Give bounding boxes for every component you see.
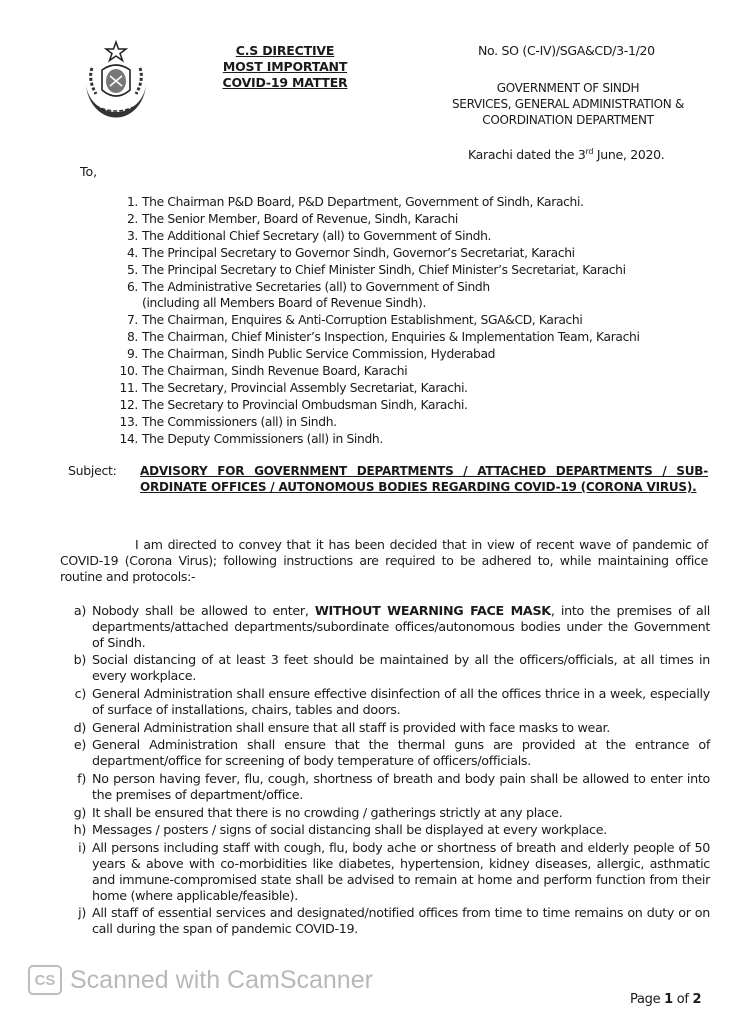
government-seal-icon <box>78 40 154 122</box>
government-line-2: SERVICES, GENERAL ADMINISTRATION & <box>451 97 685 111</box>
camscanner-logo-icon: CS <box>28 965 62 995</box>
emphasis-text: WITHOUT WEARNING FACE MASK <box>314 603 551 618</box>
reference-number: No. SO (C-IV)/SGA&CD/3-1/20 <box>478 43 655 58</box>
recipient-item: 14. The Deputy Commissioners (all) in Sindh. <box>119 431 383 446</box>
instruction-item: a) Nobody shall be allowed to enter, WITHOUT WEARNING FACE MASK, into the premises of all departments/attached departments/subordinate offices/autonomous bodies under the Government of Sindh. <box>73 603 710 650</box>
recipient-item: 9. The Chairman, Sindh Public Service Commission, Hyderabad <box>126 347 496 362</box>
directive-line-1: C.S DIRECTIVE <box>235 43 335 58</box>
recipient-item-continuation: (including all Members Board of Revenue Sindh). <box>142 296 427 311</box>
instruction-item: b) Social distancing of at least 3 feet should be maintained by all the officers/officials, at all times in every workplace. <box>73 652 710 684</box>
recipient-item: 4. The Principal Secretary to Governor Sindh, Governor’s Secretariat, Karachi <box>126 245 575 260</box>
date-suffix: June, 2020. <box>593 147 665 163</box>
recipient-list <box>116 194 716 448</box>
directive-line-2: MOST IMPORTANT <box>222 59 348 74</box>
date-prefix: Karachi dated the 3 <box>468 147 586 163</box>
recipient-item: 5. The Principal Secretary to Chief Minister Sindh, Chief Minister’s Secretariat, Karachi <box>126 262 626 277</box>
government-line-3: COORDINATION DEPARTMENT <box>482 113 654 127</box>
date-line <box>468 147 664 162</box>
instruction-list <box>60 603 710 939</box>
directive-line-3: COVID-19 MATTER <box>222 75 348 90</box>
to-label: To, <box>80 164 98 179</box>
recipient-item: 6. The Administrative Secretaries (all) to Government of Sindh <box>126 279 490 294</box>
page-number: Page 1 of 2 <box>630 992 702 1007</box>
recipient-item: 3. The Additional Chief Secretary (all) to Government of Sindh. <box>126 228 492 243</box>
instruction-item: d) General Administration shall ensure that all staff is provided with face masks to wear. <box>73 719 611 735</box>
department-heading <box>438 80 698 128</box>
instruction-item: e) General Administration shall ensure that the thermal guns are provided at the entrance of department/office for screening of body temperature of officers/officials. <box>73 737 710 769</box>
recipient-item: 10. The Chairman, Sindh Revenue Board, Karachi <box>119 364 408 379</box>
recipient-item: 2. The Senior Member, Board of Revenue, Sindh, Karachi <box>126 211 458 226</box>
watermark-text: Scanned with CamScanner <box>70 965 373 994</box>
instruction-item: c) General Administration shall ensure effective disinfection of all the offices thrice in a week, especially of surface of installations, chairs, tables and doors. <box>74 685 710 717</box>
instruction-item: h) Messages / posters / signs of social distancing shall be displayed at every workplace. <box>73 822 607 838</box>
date-ordinal: rd <box>585 147 594 156</box>
recipient-item: 8. The Chairman, Chief Minister’s Inspection, Enquiries & Implementation Team, Karachi <box>126 330 640 345</box>
recipient-item: 11. The Secretary, Provincial Assembly Secretariat, Karachi. <box>119 380 468 395</box>
subject-text: ADVISORY FOR GOVERNMENT DEPARTMENTS / ATTACHED DEPARTMENTS / SUB-ORDINATE OFFICES / AUTONOMOUS BODIES REGARDING COVID-19 (CORONA VIRUS). <box>140 464 708 494</box>
instruction-item: i) All persons including staff with cough, flu, body ache or shortness of breath and elderly people of 50 years & above with co-morbidities like diabetes, hypertension, kidney diseases, allergic, asthmatic and immune-compromised state shall be advised to remain at home and perform function from their home (where applicable/feasible). <box>78 840 710 903</box>
camscanner-watermark <box>28 965 373 995</box>
current-page: 1 <box>664 992 673 1007</box>
government-line-1: GOVERNMENT OF SINDH <box>496 81 640 95</box>
instruction-item: f) No person having fever, flu, cough, shortness of breath and body pain shall be allowed to enter into the premises of department/office. <box>77 770 710 802</box>
instruction-item: g) It shall be ensured that there is no crowding / gatherings strictly at any place. <box>73 804 563 820</box>
intro-paragraph: I am directed to convey that it has been decided that in view of recent wave of pandemic of COVID-19 (Corona Virus); following instructions are required to be adhered to, while maintaining office routine and protocols:- <box>60 537 708 584</box>
total-pages: 2 <box>692 992 702 1007</box>
recipient-item: 1. The Chairman P&D Board, P&D Department, Government of Sindh, Karachi. <box>126 195 584 209</box>
recipient-item: 7. The Chairman, Enquires & Anti-Corruption Establishment, SGA&CD, Karachi <box>126 313 583 328</box>
recipient-item: 12. The Secretary to Provincial Ombudsman Sindh, Karachi. <box>119 397 468 412</box>
subject-label: Subject: <box>68 463 117 478</box>
directive-heading <box>205 43 365 91</box>
instruction-item: j) All staff of essential services and designated/notified offices from time to time remains on duty or on call during the span of pandemic COVID-19. <box>78 905 710 937</box>
recipient-item: 13. The Commissioners (all) in Sindh. <box>119 414 337 429</box>
